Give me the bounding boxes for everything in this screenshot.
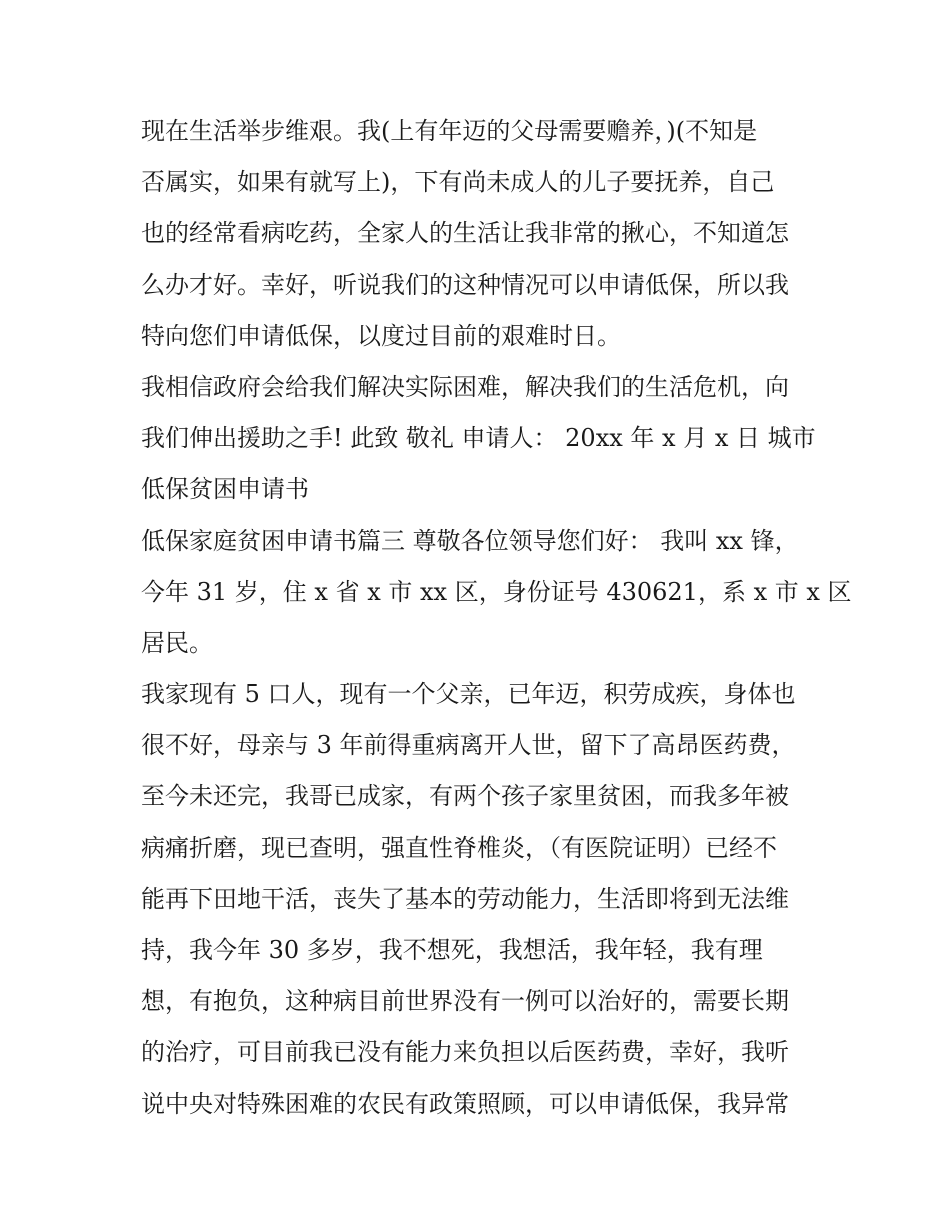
text-line: 低保贫困申请书 bbox=[141, 475, 309, 504]
text-line: 我家现有 5 口人，现有一个父亲，已年迈，积劳成疾，身体也 bbox=[141, 680, 796, 709]
text-line: 否属实，如果有就写上)，下有尚未成人的儿子要抚养，自己 bbox=[141, 168, 775, 197]
text-line: 很不好，母亲与 3 年前得重病离开人世，留下了高昂医药费， bbox=[141, 731, 796, 760]
text-line: 我相信政府会给我们解决实际困难，解决我们的生活危机，向 bbox=[141, 372, 789, 401]
text-line: 想，有抱负，这种病目前世界没有一例可以治好的，需要长期 bbox=[141, 987, 789, 1016]
text-line: 今年 31 岁，住 x 省 x 市 xx 区，身份证号 430621，系 x 市 x 区 bbox=[141, 577, 852, 606]
text-line: 特向您们申请低保，以度过目前的艰难时日。 bbox=[141, 321, 621, 350]
text-line: 我们伸出援助之手! 此致 敬礼 申请人： 20xx 年 x 月 x 日 城市 bbox=[141, 424, 816, 453]
text-line: 现在生活举步维艰。我(上有年迈的父母需要赡养，)(不知是 bbox=[141, 117, 758, 145]
text-line: 持，我今年 30 多岁，我不想死，我想活，我年轻，我有理 bbox=[141, 936, 763, 964]
document-body bbox=[141, 106, 852, 1130]
text-line: 能再下田地干活，丧失了基本的劳动能力，生活即将到无法维 bbox=[141, 884, 789, 913]
text-line: 病痛折磨，现已查明，强直性脊椎炎，（有医院证明）已经不 bbox=[141, 833, 777, 862]
text-line: 的治疗，可目前我已没有能力来负担以后医药费，幸好，我听 bbox=[141, 1038, 789, 1067]
text-line: 低保家庭贫困申请书篇三 尊敬各位领导您们好： 我叫 xx 锋， bbox=[141, 526, 799, 555]
text-line: 也的经常看病吃药，全家人的生活让我非常的揪心，不知道怎 bbox=[141, 219, 789, 248]
text-line: 至今未还完，我哥已成家，有两个孩子家里贫困，而我多年被 bbox=[141, 782, 789, 811]
text-line: 居民。 bbox=[141, 628, 213, 657]
text-line: 么办才好。幸好，听说我们的这种情况可以申请低保，所以我 bbox=[141, 270, 789, 299]
text-line: 说中央对特殊困难的农民有政策照顾，可以申请低保，我异常 bbox=[141, 1089, 789, 1118]
